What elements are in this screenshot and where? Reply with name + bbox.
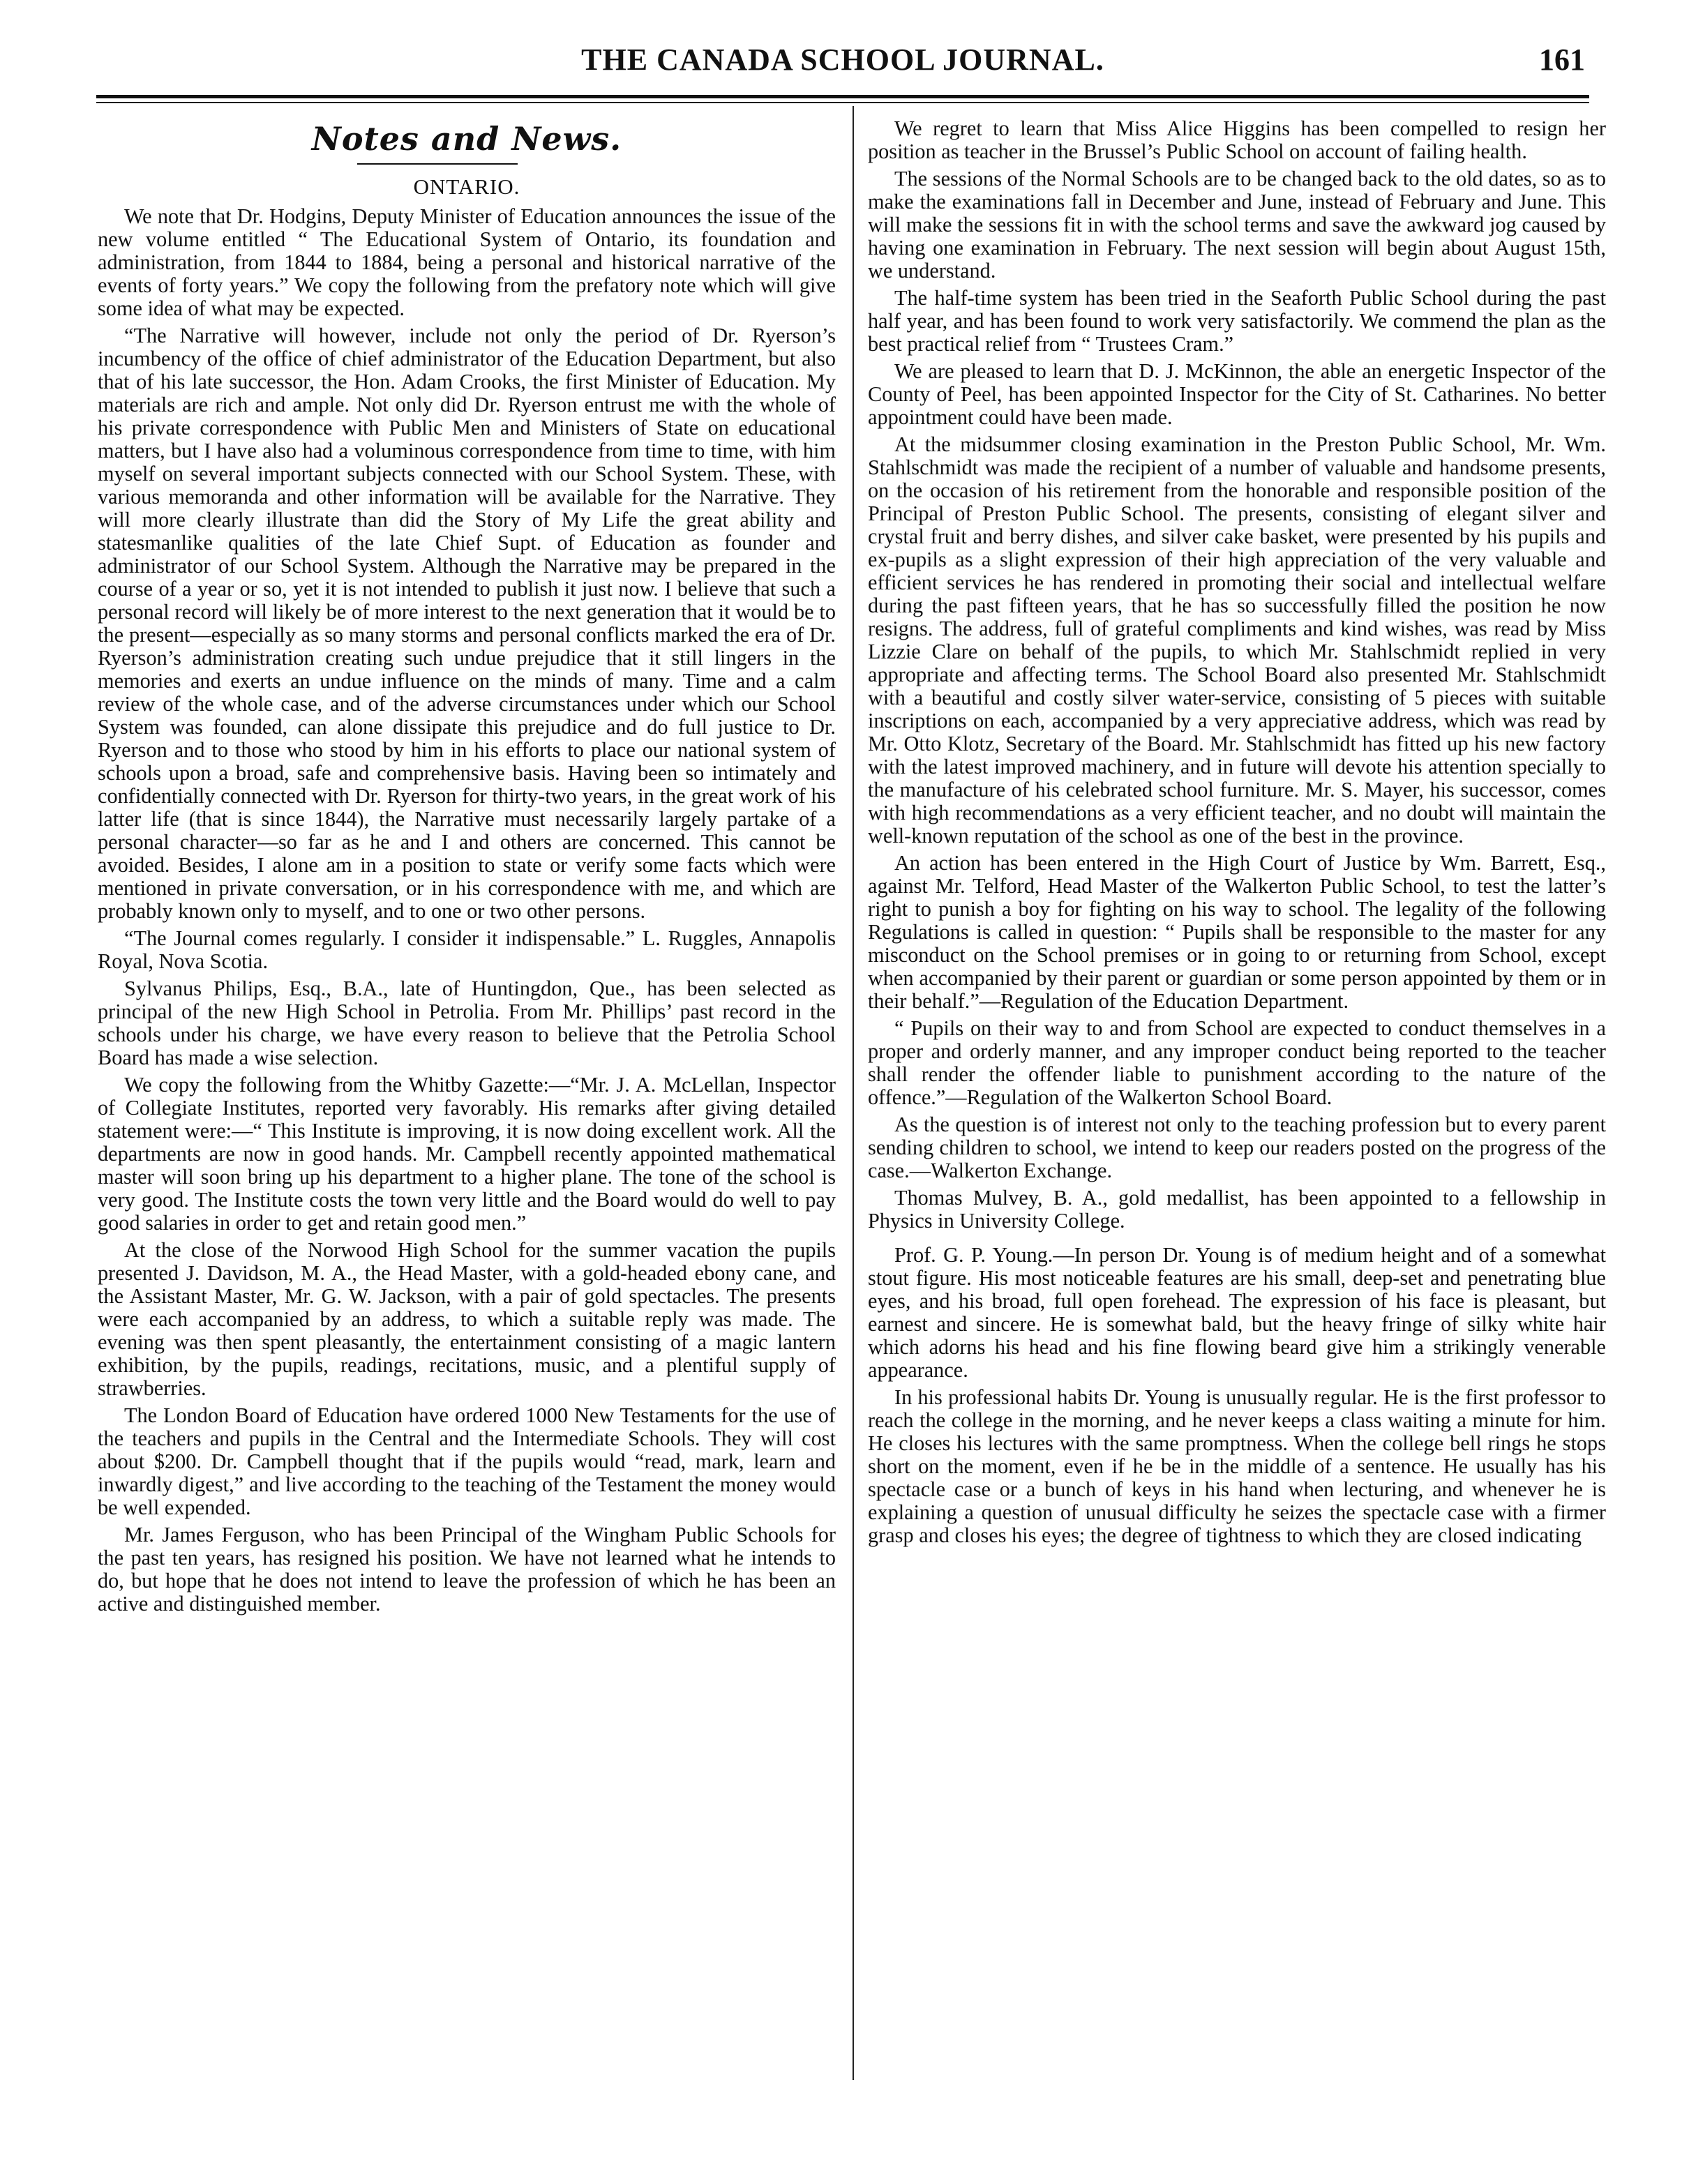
- article-paragraph: Thomas Mulvey, B. A., gold medallist, has been appointed to a fellowship in Physics in University College.: [868, 1186, 1606, 1233]
- page-number: 161: [1539, 43, 1585, 77]
- article-paragraph: The sessions of the Normal Schools are to be changed back to the old dates, so as to make the examinations fall in December and June, instead of February and June. This will make the sessions fit in with the school terms and save the awkward jog caused by having one examination in February. The next session will begin about August 15th, we understand.: [868, 167, 1606, 283]
- section-title-rule: [357, 163, 518, 165]
- article-paragraph: Prof. G. P. Young.—In person Dr. Young is of medium height and of a somewhat stout figure. His most noticeable features are his small, deep-set and penetrating blue eyes, and his broad, full open forehead. The expression of his face is pleasant, but earnest and sincere. He is somewhat bald, but the heavy fringe of silky white hair which adorns his head and his fine flowing beard give him a strikingly venerable appearance.: [868, 1243, 1606, 1382]
- article-paragraph: The London Board of Education have ordered 1000 New Testaments for the use of the teachers and pupils in the Central and the Intermediate Schools. They will cost about $200. Dr. Campbell thought that if the pupils would “read, mark, learn and inwardly digest,” and live according to the teaching of the Testament the money would be well expended.: [98, 1403, 836, 1519]
- article-paragraph: In his professional habits Dr. Young is unusually regular. He is the first professor to reach the college in the morning, and he never keeps a class waiting a minute for him. He closes his lectures with the same promptness. When the college bell rings he stops short on the moment, even if he be in the middle of a sentence. He usually has his spectacle case or a bunch of keys in his hand when lecturing, and whenever he is explaining a question of unusual difficulty he seizes the spectacle case with a firmer grasp and closes his eyes; the degree of tightness to which they are closed indicating: [868, 1385, 1606, 1547]
- article-paragraph: As the question is of interest not only to the teaching profession but to every parent sending children to school, we intend to keep our readers posted on the progress of the case.—Walkerton Exchange.: [868, 1113, 1606, 1182]
- section-title: Notes and News.: [311, 120, 622, 158]
- article-paragraph: The half-time system has been tried in the Seaforth Public School during the past half year, and has been found to work very satisfactorily. We commend the plan as the best practical relief from “ Trustees Cram.”: [868, 286, 1606, 356]
- header-rule-thick: [96, 95, 1589, 98]
- journal-title: THE CANADA SCHOOL JOURNAL.: [581, 43, 1104, 77]
- article-paragraph: “ Pupils on their way to and from School are expected to conduct themselves in a proper and orderly manner, and any improper conduct being reported to the teacher shall render the offender liable to punishment according to the nature of the offence.”—Regulation of the Walkerton School Board.: [868, 1016, 1606, 1109]
- article-paragraph: “The Journal comes regularly. I consider it indispensable.” L. Ruggles, Annapolis Royal, Nova Scotia.: [98, 926, 836, 973]
- running-head: [96, 42, 1589, 84]
- right-column: [868, 117, 1606, 1551]
- article-paragraph: Mr. James Ferguson, who has been Principal of the Wingham Public Schools for the past ten years, has resigned his position. We have not learned what he intends to do, but hope that he does not intend to leave the profession of which he has been an active and distinguished member.: [98, 1523, 836, 1616]
- left-column: [98, 117, 836, 1620]
- column-divider: [853, 106, 854, 2080]
- article-paragraph: We note that Dr. Hodgins, Deputy Minister of Education announces the issue of the new volume entitled “ The Educational System of Ontario, its foundation and administration, from 1844 to 1884, being a personal and historical narrative of the events of forty years.” We copy the following from the prefatory note which will give some idea of what may be expected.: [98, 204, 836, 320]
- article-paragraph: “The Narrative will however, include not only the period of Dr. Ryerson’s incumbency of the office of chief administrator of the Education Department, but also that of his late successor, the Hon. Adam Crooks, the first Minister of Education. My materials are rich and ample. Not only did Dr. Ryerson entrust me with the whole of his private correspondence with Public Men and Ministers of State on educational matters, but I have also had a voluminous correspondence from time to time, with him myself on several important subjects connected with our School System. These, with various memoranda and other information will be available for the Narrative. They will more clearly illustrate than did the Story of My Life the great ability and statesmanlike qualities of the late Chief Supt. of Education as founder and administrator of our School System. Although the Narrative may be prepared in the course of a year or so, yet it is not intended to publish it just now. I believe that such a personal record will likely be of more interest to the next generation that it would be to the present—especially as so many storms and personal conflicts marked the era of Dr. Ryerson’s administration creating such undue prejudice that it still lingers in the memories and exerts an undue influence on the minds of many. Time and a calm review of the whole case, and of the adverse circumstances under which our School System was founded, can alone dissipate this prejudice and do full justice to Dr. Ryerson and to those who stood by him in his efforts to place our national system of schools upon a broad, safe and comprehensive basis. Having been so intimately and confidentially connected with Dr. Ryerson for thirty-two years, in the great work of his latter life (that is since 1844), the Narrative must necessarily largely partake of a personal character—so far as he and I and others are concerned. This cannot be avoided. Besides, I alone am in a position to state or verify some facts which were mentioned in private conversation, or in his correspondence with me, and which are probably known only to myself, and to one or two other persons.: [98, 324, 836, 923]
- article-paragraph: We copy the following from the Whitby Gazette:—“Mr. J. A. McLellan, Inspector of Collegiate Institutes, reported very favorably. His remarks after giving detailed statement were:—“ This Institute is improving, it is now doing excellent work. All the departments are now in good hands. Mr. Campbell recently appointed mathematical master will soon bring up his department to a higher plane. The tone of the school is very good. The Institute costs the town very little and the Board would do well to pay good salaries in order to get and retain good men.”: [98, 1073, 836, 1235]
- article-paragraph: At the midsummer closing examination in the Preston Public School, Mr. Wm. Stahlschmidt was made the recipient of a number of valuable and handsome presents, on the occasion of his retirement from the honorable and responsible position of the Principal of Preston Public School. The presents, consisting of elegant silver and crystal fruit and berry dishes, and silver cake basket, were presented by his pupils and ex-pupils as a slight expression of their high appreciation of the very valuable and efficient services he has rendered in promoting their social and intellectual welfare during the past fifteen years, that he has so successfully filled the position he now resigns. The address, full of grateful compliments and kind wishes, was read by Miss Lizzie Clare on behalf of the pupils, to which Mr. Stahlschmidt replied in very appropriate and affecting terms. The School Board also presented Mr. Stahlschmidt with a beautiful and costly silver water-service, consisting of 5 pieces with suitable inscriptions on each, accompanied by a very appreciative address, which was read by Mr. Otto Klotz, Secretary of the Board. Mr. Stahlschmidt has fitted up his new factory with the latest improved machinery, and in future will devote his attention specially to the manufacture of his celebrated school furniture. Mr. S. Mayer, his successor, comes with high recommendations as a very efficient teacher, and no doubt will maintain the well-known reputation of the school as one of the best in the province.: [868, 432, 1606, 848]
- article-paragraph: We are pleased to learn that D. J. McKinnon, the able an energetic Inspector of the County of Peel, has been appointed Inspector for the City of St. Catharines. No better appointment could have been made.: [868, 359, 1606, 429]
- article-paragraph: Sylvanus Philips, Esq., B.A., late of Huntingdon, Que., has been selected as principal of the new High School in Petrolia. From Mr. Phillips’ past record in the schools under his charge, we have every reason to believe that the Petrolia School Board has made a wise selection.: [98, 977, 836, 1069]
- article-paragraph: An action has been entered in the High Court of Justice by Wm. Barrett, Esq., against Mr. Telford, Head Master of the Walkerton Public School, to test the latter’s right to punish a boy for fighting on his way to school. The legality of the following Regulations is called in question: “ Pupils shall be responsible to the master for any misconduct on the School premises or in going to or returning from School, except when accompanied by their parent or guardian or some person appointed by them or in their behalf.”—Regulation of the Education Department.: [868, 851, 1606, 1013]
- article-paragraph: At the close of the Norwood High School for the summer vacation the pupils presented J. Davidson, M. A., the Head Master, with a gold-headed ebony cane, and the Assistant Master, Mr. G. W. Jackson, with a pair of gold spectacles. The presents were each accompanied by an address, to which a suitable reply was made. The evening was then spent pleasantly, the entertainment consisting of a magic lantern exhibition, by the pupils, readings, recitations, music, and a plentiful supply of strawberries.: [98, 1238, 836, 1400]
- subsection-heading: ONTARIO.: [413, 174, 520, 199]
- header-rule-thin: [96, 102, 1589, 103]
- article-paragraph: We regret to learn that Miss Alice Higgins has been compelled to resign her position as teacher in the Brussel’s Public School on account of failing health.: [868, 116, 1606, 163]
